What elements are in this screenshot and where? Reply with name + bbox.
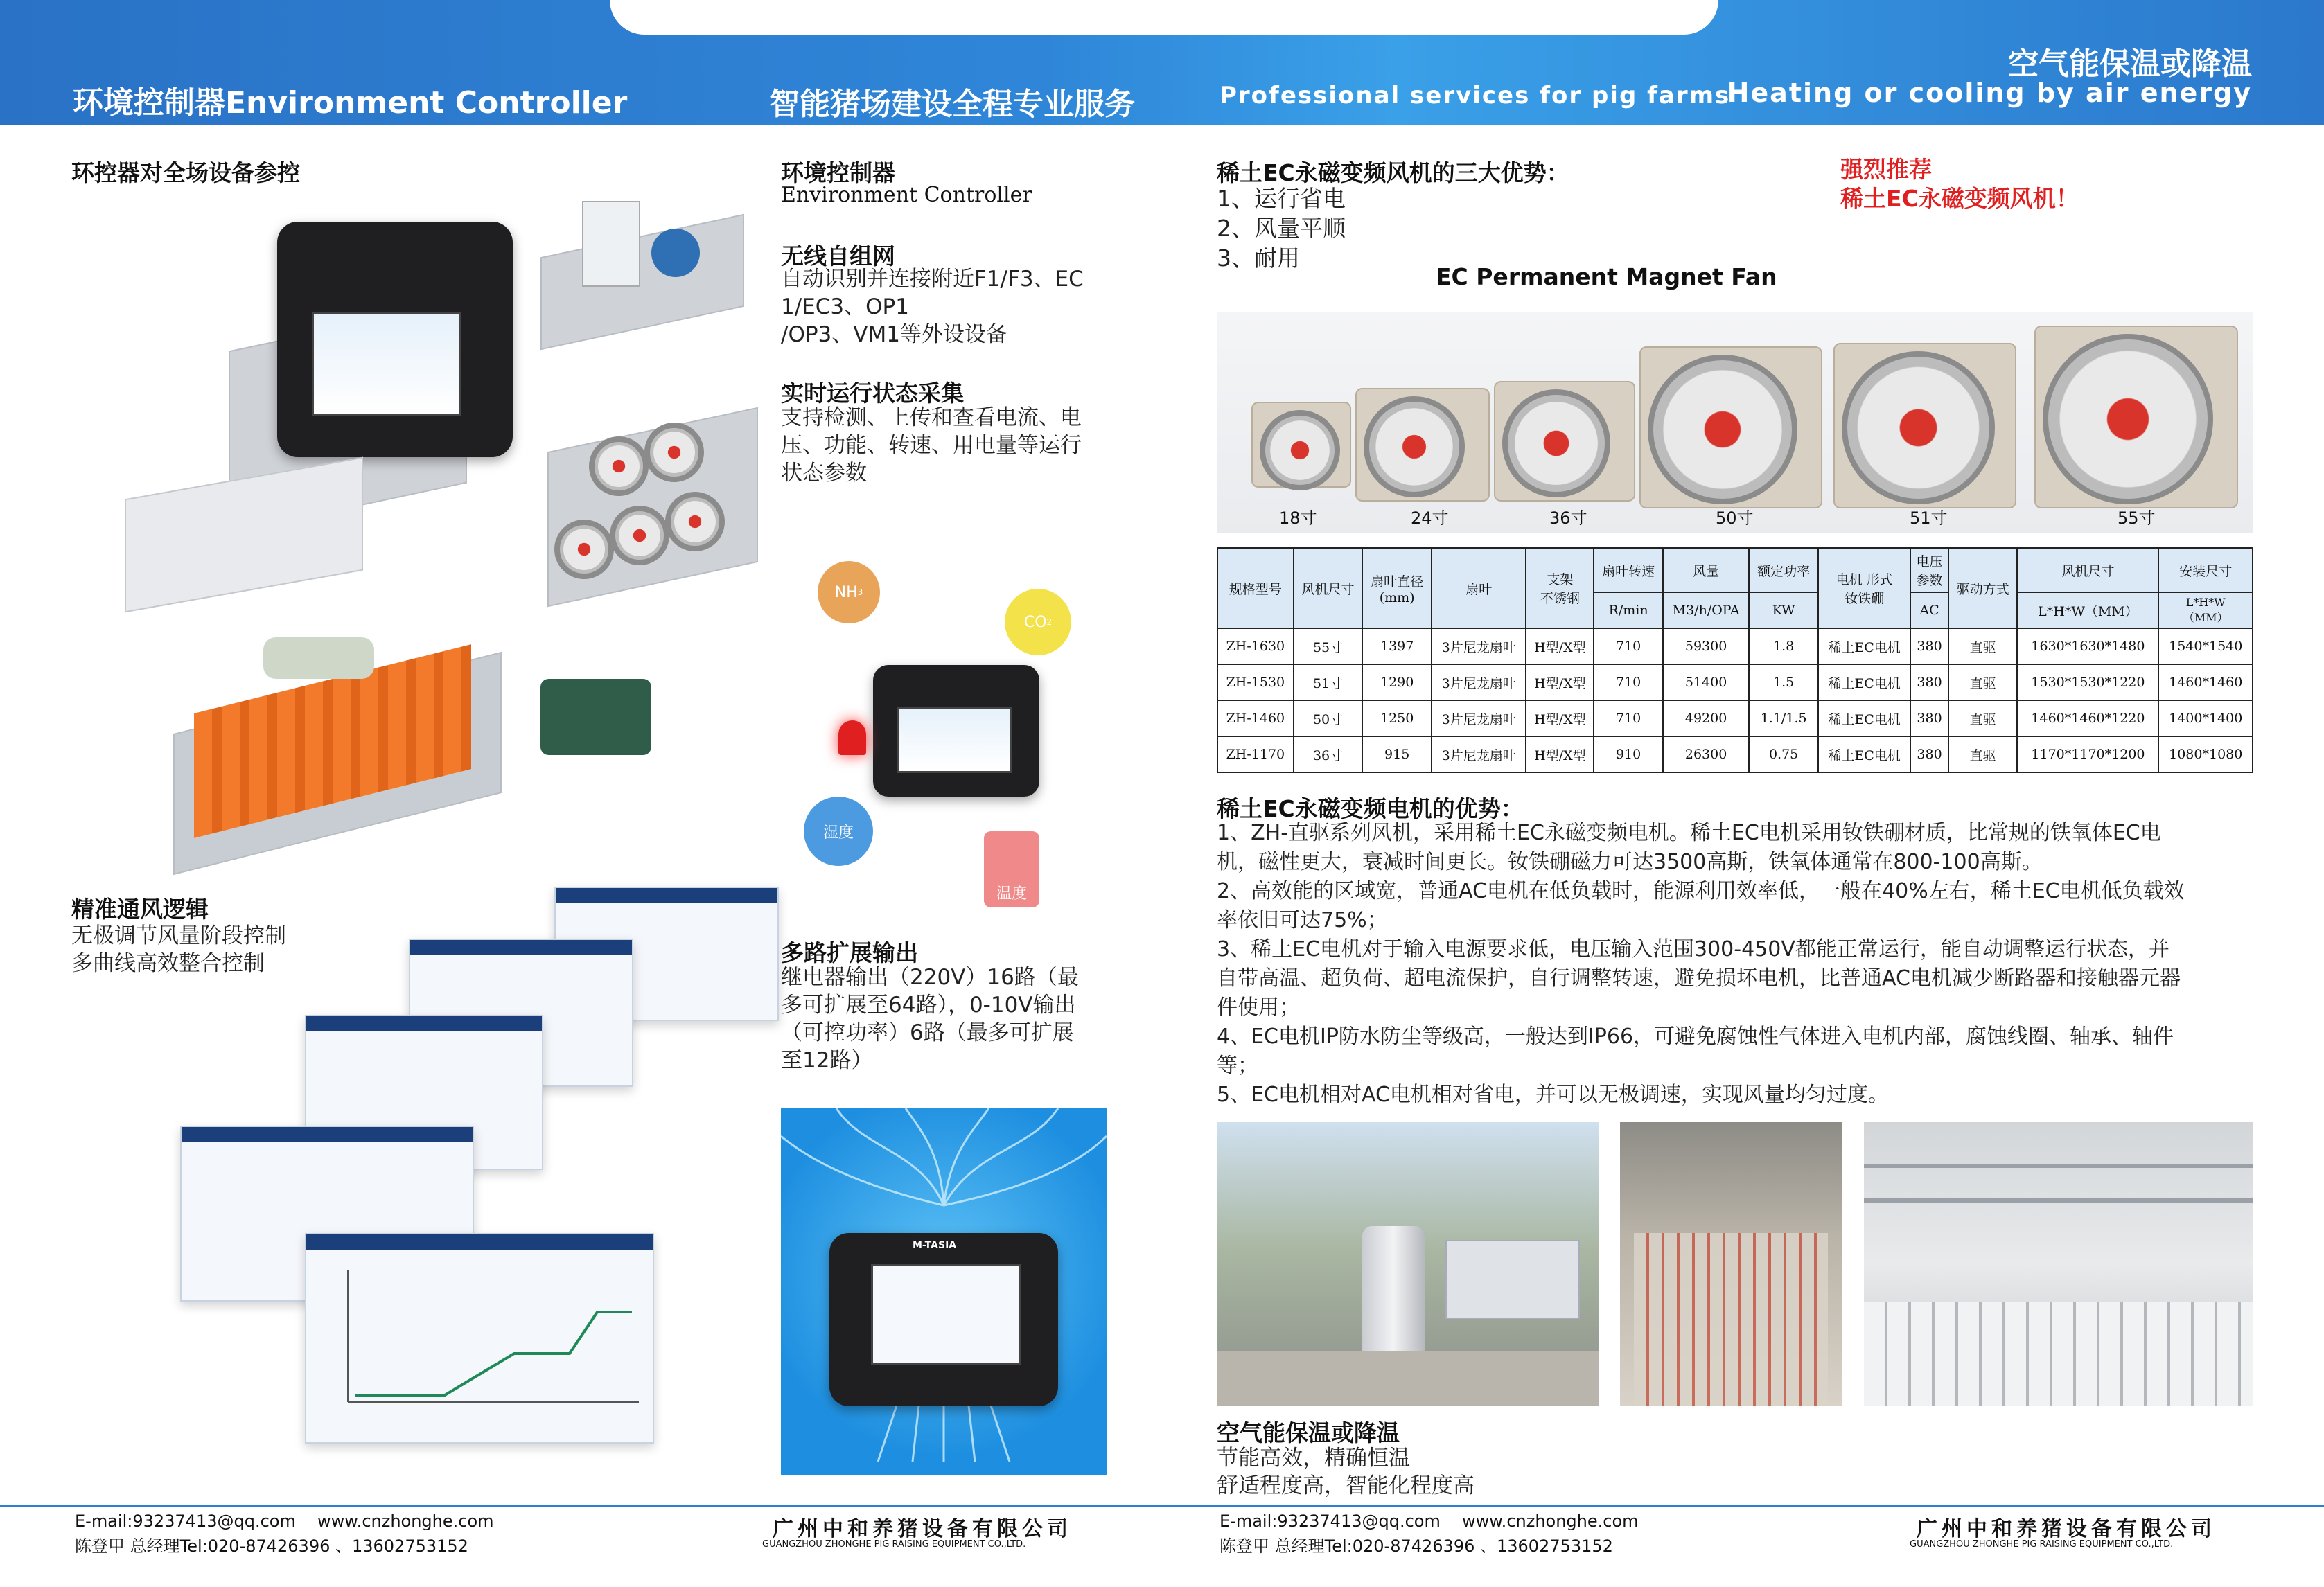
co2-sensor-icon: CO 2 — [1005, 589, 1071, 655]
motor-advantage-line: 5、EC电机相对AC电机相对省电，并可以无极调速，实现风量均匀过度。 — [1217, 1083, 1889, 1107]
footer-left-company-en: GUANGZHOU ZHONGHE PIG RAISING EQUIPMENT CO.,LTD. — [762, 1539, 1026, 1550]
th-airflow: 风量 — [1663, 548, 1749, 592]
air-energy-photo — [1217, 1122, 1599, 1406]
th-speed: 扇叶转速 — [1594, 548, 1663, 592]
motor-advantages — [1217, 819, 2256, 1110]
output-line-3: （可控功率）6路（最多可扩展 — [781, 1020, 1074, 1045]
fan-18-icon — [1260, 410, 1340, 490]
wifi-line-2: 1/EC3、OP1 — [781, 294, 909, 319]
th-unit: L*H*W（MM） — [2017, 592, 2158, 628]
software-screens — [263, 883, 776, 1465]
footer-right-company: 广州中和养猪设备有限公司 — [1917, 1517, 2216, 1541]
table-cell: 1530*1530*1220 — [2017, 664, 2158, 700]
table-cell: 380 — [1910, 628, 1948, 664]
table-cell: 0.75 — [1749, 736, 1818, 772]
table-cell: 59300 — [1663, 628, 1749, 664]
footer-right-email: E-mail:93237413@qq.com — [1220, 1511, 1441, 1531]
status-line-1: 支持检测、上传和查看电流、电 — [781, 405, 1082, 430]
table-cell: 710 — [1594, 628, 1663, 664]
th-unit: M3/h/OPA — [1663, 592, 1749, 628]
fan-size-label: 18寸 — [1279, 508, 1317, 528]
status-line-3: 状态参数 — [781, 461, 867, 486]
fan-size-label: 51寸 — [1910, 508, 1948, 528]
ctrl-sub: Environment Controller — [781, 183, 1032, 207]
motor-title: 稀土EC永磁变频电机的优势： — [1217, 795, 1524, 822]
barn-interior-photo — [1864, 1122, 2253, 1406]
table-cell: 稀土EC电机 — [1818, 700, 1910, 736]
table-cell: ZH-1630 — [1217, 628, 1294, 664]
table-cell: 1080*1080 — [2158, 736, 2253, 772]
table-cell: ZH-1530 — [1217, 664, 1294, 700]
th-drive: 驱动方式 — [1948, 548, 2018, 628]
table-cell: 稀土EC电机 — [1818, 736, 1910, 772]
equipment-illustration — [194, 208, 762, 831]
footer-rule — [0, 1505, 2324, 1507]
table-cell: 51寸 — [1294, 664, 1363, 700]
device-brand: M-TASIA — [913, 1240, 957, 1251]
motor-unit — [540, 679, 651, 755]
table-cell: 50寸 — [1294, 700, 1363, 736]
ventilation-line-1: 无极调节风量阶段控制 — [71, 923, 286, 948]
table-cell: 26300 — [1663, 736, 1749, 772]
floor-heating-photo — [1620, 1122, 1842, 1406]
device-promo-image — [781, 1108, 1107, 1475]
table-cell: 1460*1460 — [2158, 664, 2253, 700]
th-install-dim: 安装尺寸 — [2158, 548, 2253, 592]
table-cell: 1290 — [1362, 664, 1432, 700]
table-cell: 1250 — [1362, 700, 1432, 736]
table-row — [1217, 700, 2253, 736]
table-cell: 1540*1540 — [2158, 628, 2253, 664]
th-diameter: 扇叶直径 (mm) — [1362, 548, 1432, 628]
alarm-light-icon — [838, 720, 866, 755]
fan-size-label: 36寸 — [1549, 508, 1587, 528]
humidity-sensor-icon: 湿度 — [804, 797, 873, 866]
fan-icon — [665, 492, 725, 551]
header-right-en: Heating or cooling by air energy — [1727, 78, 2252, 108]
table-cell: 1400*1400 — [2158, 700, 2253, 736]
adv-item-1: 1、运行省电 — [1217, 185, 1346, 212]
table-cell: 1.5 — [1749, 664, 1818, 700]
status-title: 实时运行状态采集 — [781, 380, 964, 407]
air-line-1: 节能高效，精确恒温 — [1217, 1446, 1410, 1471]
motor-advantage-line: 1、ZH-直驱系列风机，采用稀土EC永磁变频电机。稀土EC电机采用钕铁硼材质，比常规的铁氧体EC电 — [1217, 821, 2161, 845]
feeders — [263, 637, 374, 679]
th-unit: R/min — [1594, 592, 1663, 628]
header-left-title: 环境控制器Environment Controller — [73, 85, 628, 121]
th-unit: L*H*W （MM） — [2158, 592, 2253, 628]
motor-advantage-line: 2、高效能的区域宽，普通AC电机在低负载时，能源利用效率低，一般在40%左右，稀土EC电机低负载效 — [1217, 879, 2185, 903]
fan-size-label: 50寸 — [1716, 508, 1754, 528]
ctrl-title: 环境控制器 — [781, 159, 895, 186]
output-line-2: 多可扩展至64路），0-10V输出 — [781, 993, 1076, 1018]
controller-device-small — [873, 665, 1039, 797]
fan-icon — [644, 423, 704, 482]
th-motor: 电机 形式 钕铁硼 — [1818, 548, 1910, 628]
footer-right-web: www.cnzhonghe.com — [1462, 1511, 1639, 1531]
table-row — [1217, 736, 2253, 772]
table-cell: 380 — [1910, 664, 1948, 700]
wifi-line-1: 自动识别并连接附近F1/F3、EC — [781, 267, 1084, 292]
motor-advantage-line: 件使用； — [1217, 995, 1300, 1020]
fan-size-label: 24寸 — [1411, 508, 1449, 528]
th-size: 风机尺寸 — [1294, 548, 1363, 628]
output-line-1: 继电器输出（220V）16路（最 — [781, 965, 1079, 990]
table-cell: 49200 — [1663, 700, 1749, 736]
table-cell: H型/X型 — [1526, 628, 1594, 664]
table-cell: 710 — [1594, 664, 1663, 700]
table-cell: 36寸 — [1294, 736, 1363, 772]
table-cell: 380 — [1910, 700, 1948, 736]
output-line-4: 至12路） — [781, 1048, 873, 1073]
th-power: 额定功率 — [1749, 548, 1818, 592]
fan-lineup-photo — [1217, 312, 2253, 533]
left-title: 环控器对全场设备参控 — [71, 159, 300, 186]
fan-spec-table — [1217, 547, 2253, 773]
th-fan-dim: 风机尺寸 — [2017, 548, 2158, 592]
table-cell: 380 — [1910, 736, 1948, 772]
table-cell: 1460*1460*1220 — [2017, 700, 2158, 736]
footer-left-email: E-mail:93237413@qq.com — [75, 1511, 296, 1531]
screen-card-5 — [305, 1233, 654, 1444]
table-cell: ZH-1460 — [1217, 700, 1294, 736]
table-cell: 3片尼龙扇叶 — [1432, 664, 1526, 700]
electric-meter — [582, 201, 640, 287]
table-cell: ZH-1170 — [1217, 736, 1294, 772]
fan-icon — [589, 436, 649, 496]
table-cell: 910 — [1594, 736, 1663, 772]
table-cell: 1630*1630*1480 — [2017, 628, 2158, 664]
recommend-line-2: 稀土EC永磁变频风机！ — [1840, 185, 2079, 212]
motor-advantage-line: 3、稀土EC电机对于输入电源要求低，电压输入范围300-450V都能正常运行，能自动调整运行状态，并 — [1217, 937, 2169, 961]
nh3-sensor-icon: NH 3 — [818, 561, 880, 623]
sensor-diagram — [804, 561, 1095, 921]
fan-55-icon — [2043, 334, 2213, 504]
table-cell: 3片尼龙扇叶 — [1432, 736, 1526, 772]
header-center-en: Professional services for pig farms — [1220, 82, 1731, 109]
table-cell: H型/X型 — [1526, 664, 1594, 700]
meter-plate — [540, 214, 744, 350]
th-model: 规格型号 — [1217, 548, 1294, 628]
fan-size-label: 55寸 — [2118, 508, 2156, 528]
fan-50-icon — [1648, 355, 1797, 504]
water-meter — [651, 229, 700, 277]
motor-advantage-line: 机，磁性更大，衰减时间更长。钕铁硼磁力可达3500高斯，铁氧体通常在800-100高斯。 — [1217, 850, 2043, 874]
table-cell: 1397 — [1362, 628, 1432, 664]
th-bracket: 支架 不锈钢 — [1526, 548, 1594, 628]
fan-title: EC Permanent Magnet Fan — [1436, 263, 1777, 290]
fan-36-icon — [1502, 389, 1610, 497]
fan-icon — [610, 506, 669, 565]
table-cell: H型/X型 — [1526, 736, 1594, 772]
th-unit: AC — [1910, 592, 1948, 628]
footer-left-web: www.cnzhonghe.com — [317, 1511, 494, 1531]
air-title: 空气能保温或降温 — [1217, 1419, 1400, 1446]
th-blade: 扇叶 — [1432, 548, 1526, 628]
table-cell: 710 — [1594, 700, 1663, 736]
status-line-2: 压、功能、转速、用电量等运行 — [781, 433, 1082, 458]
table-cell: 51400 — [1663, 664, 1749, 700]
air-inlet-windows — [125, 457, 363, 613]
footer-left-company: 广州中和养猪设备有限公司 — [773, 1517, 1072, 1541]
footer-left-contact: 陈登甲 总经理Tel:020-87426396 、13602753152 — [75, 1536, 468, 1556]
adv-item-3: 3、耐用 — [1217, 245, 1300, 272]
header-center-cn: 智能猪场建设全程专业服务 — [769, 87, 1135, 122]
controller-device-promo — [829, 1233, 1058, 1406]
table-cell: 1.1/1.5 — [1749, 700, 1818, 736]
air-line-2: 舒适程度高，智能化程度高 — [1217, 1473, 1474, 1498]
fan-51-icon — [1842, 351, 1995, 504]
table-cell: 915 — [1362, 736, 1432, 772]
motor-advantage-line: 自带高温、超负荷、超电流保护，自行调整转速，避免损坏电机，比普通AC电机减少断路器和接触器元器 — [1217, 966, 2181, 991]
header-right-cn: 空气能保温或降温 — [2008, 46, 2252, 82]
motor-advantage-line: 率依旧可达75%； — [1217, 908, 1388, 932]
table-cell: 稀土EC电机 — [1818, 664, 1910, 700]
fan-24-icon — [1364, 396, 1465, 497]
table-cell: 3片尼龙扇叶 — [1432, 628, 1526, 664]
thermometer-icon: 温度 — [984, 831, 1039, 907]
controller-screen — [312, 312, 461, 416]
wifi-title: 无线自组网 — [781, 242, 895, 269]
table-cell: 1170*1170*1200 — [2017, 736, 2158, 772]
recommend-line-1: 强烈推荐 — [1840, 156, 1932, 183]
table-cell: 55寸 — [1294, 628, 1363, 664]
footer-right-contact: 陈登甲 总经理Tel:020-87426396 、13602753152 — [1220, 1536, 1613, 1556]
table-cell: H型/X型 — [1526, 700, 1594, 736]
table-cell: 直驱 — [1948, 664, 2018, 700]
table-cell: 1.8 — [1749, 628, 1818, 664]
table-cell: 3片尼龙扇叶 — [1432, 700, 1526, 736]
output-title: 多路扩展输出 — [781, 939, 918, 966]
ventilation-title: 精准通风逻辑 — [71, 896, 209, 923]
controller-device — [277, 222, 513, 457]
th-voltage: 电压 参数 — [1910, 548, 1948, 592]
footer-right-company-en: GUANGZHOU ZHONGHE PIG RAISING EQUIPMENT CO.,LTD. — [1910, 1539, 2174, 1550]
table-header-row — [1217, 548, 2253, 592]
motor-advantage-line: 等； — [1217, 1054, 1258, 1078]
ventilation-curve — [306, 1250, 653, 1437]
promo-screen — [871, 1264, 1021, 1365]
fan-icon — [554, 520, 614, 579]
table-cell: 直驱 — [1948, 736, 2018, 772]
adv-item-2: 2、风量平顺 — [1217, 215, 1346, 242]
motor-advantage-line: 4、EC电机IP防水防尘等级高，一般达到IP66，可避免腐蚀性气体进入电机内部，腐蚀线圈、轴承、轴件 — [1217, 1025, 2174, 1049]
table-cell: 直驱 — [1948, 700, 2018, 736]
ventilation-line-2: 多曲线高效整合控制 — [71, 951, 265, 976]
table-row — [1217, 628, 2253, 664]
table-cell: 直驱 — [1948, 628, 2018, 664]
wifi-line-3: /OP3、VM1等外设设备 — [781, 322, 1007, 347]
adv-title: 稀土EC永磁变频风机的三大优势： — [1217, 159, 1569, 186]
th-unit: KW — [1749, 592, 1818, 628]
header-notch — [610, 0, 1718, 35]
table-cell: 稀土EC电机 — [1818, 628, 1910, 664]
table-row — [1217, 664, 2253, 700]
